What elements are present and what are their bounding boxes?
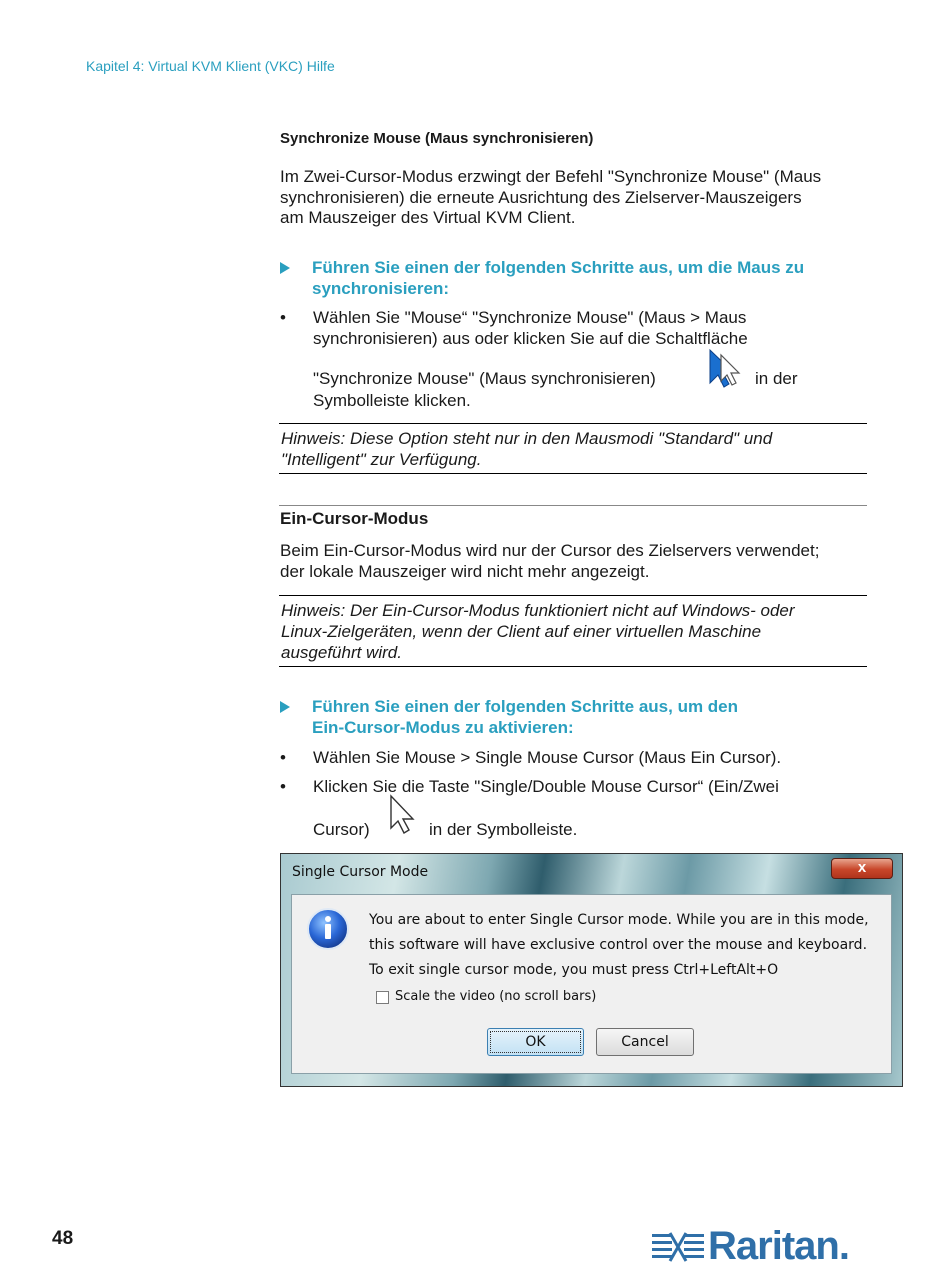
bullet-line: Klicken Sie die Taste "Single/Double Mouse Cursor“ (Ein/Zwei — [313, 777, 779, 796]
single-intro-line: Beim Ein-Cursor-Modus wird nur der Cursor des Zielservers verwendet; — [280, 541, 820, 560]
raritan-logo: Raritan. — [708, 1224, 849, 1268]
single-intro — [280, 541, 865, 582]
procedure-triangle-icon — [280, 701, 290, 713]
procedure-line: Ein-Cursor-Modus zu aktivieren: — [312, 717, 574, 737]
dialog-message-line: You are about to enter Single Cursor mode. While you are in this mode, — [369, 912, 869, 928]
single-note — [281, 600, 861, 663]
sync-bullet — [280, 308, 865, 418]
bullet-dot: • — [280, 748, 286, 767]
chapter-header: Kapitel 4: Virtual KVM Klient (VKC) Hilfe — [86, 58, 335, 74]
bullet-line: "Synchronize Mouse" (Maus synchronisieren) — [313, 369, 656, 388]
synchronize-mouse-icon — [707, 347, 747, 389]
bullet-line: Wählen Sie "Mouse“ "Synchronize Mouse" (Maus > Maus — [313, 308, 747, 327]
info-icon — [306, 907, 350, 951]
note-rule-top — [279, 595, 867, 596]
note-rule-bottom — [279, 473, 867, 474]
raritan-logo-icon — [652, 1231, 704, 1265]
bullet-dot: • — [280, 308, 286, 327]
sync-note — [281, 428, 861, 470]
single-bullet-1 — [280, 748, 865, 770]
procedure-line: Führen Sie einen der folgenden Schritte aus, um die Maus zu — [312, 258, 805, 277]
dialog-message-line: this software will have exclusive control over the mouse and keyboard. — [369, 937, 868, 953]
single-double-cursor-icon — [388, 794, 418, 836]
sync-intro — [280, 167, 865, 229]
sync-intro-line: synchronisieren) die erneute Ausrichtung des Zielserver-Mauszeigers — [280, 187, 802, 207]
section-heading-single-cursor: Ein-Cursor-Modus — [280, 509, 429, 528]
section-divider — [279, 505, 867, 506]
bullet-line: synchronisieren) aus oder klicken Sie auf die Schaltfläche — [313, 328, 748, 348]
single-intro-line: der lokale Mauszeiger wird nicht mehr angezeigt. — [280, 561, 650, 581]
sync-intro-line: Im Zwei-Cursor-Modus erzwingt der Befehl "Synchronize Mouse" (Maus — [280, 167, 822, 186]
bullet-line: Symbolleiste klicken. — [313, 391, 471, 410]
note-line: Hinweis: Der Ein-Cursor-Modus funktioniert nicht auf Windows- oder — [281, 601, 795, 620]
procedure-triangle-icon — [280, 262, 290, 274]
dialog-title: Single Cursor Mode — [292, 864, 429, 880]
single-procedure-heading — [280, 697, 865, 739]
note-rule-top — [279, 423, 867, 424]
note-rule-bottom — [279, 666, 867, 667]
dialog-message-line: To exit single cursor mode, you must press Ctrl+LeftAlt+O — [369, 962, 779, 978]
bullet-dot: • — [280, 777, 286, 796]
note-line: "Intelligent" zur Verfügung. — [281, 450, 482, 469]
note-line: Hinweis: Diese Option steht nur in den Mausmodi "Standard" und — [281, 429, 773, 448]
note-line: Linux-Zielgeräten, wenn der Client auf einer virtuellen Maschine — [281, 622, 762, 641]
ok-button[interactable]: OK — [487, 1028, 584, 1056]
page-number: 48 — [52, 1228, 74, 1249]
bullet-line: Cursor) — [313, 819, 370, 839]
section-heading-sync: Synchronize Mouse (Maus synchronisieren) — [280, 130, 594, 147]
bullet-line: in der Symbolleiste. — [429, 819, 578, 839]
dialog-message — [369, 908, 884, 983]
bullet-line: in der — [755, 369, 798, 388]
bullet-line: Wählen Sie Mouse > Single Mouse Cursor (Maus Ein Cursor). — [313, 748, 782, 767]
procedure-line: Führen Sie einen der folgenden Schritte aus, um den — [312, 697, 739, 716]
sync-procedure-heading — [280, 258, 865, 300]
dialog-close-button[interactable]: x — [831, 858, 893, 879]
cancel-button[interactable]: Cancel — [596, 1028, 694, 1056]
scale-video-checkbox-label[interactable]: Scale the video (no scroll bars) — [395, 989, 597, 1004]
procedure-line: synchronisieren: — [312, 278, 449, 298]
note-line: ausgeführt wird. — [281, 643, 402, 662]
sync-intro-line: am Mauszeiger des Virtual KVM Client. — [280, 208, 576, 227]
scale-video-checkbox[interactable] — [376, 991, 389, 1004]
single-bullet-2 — [280, 777, 865, 841]
